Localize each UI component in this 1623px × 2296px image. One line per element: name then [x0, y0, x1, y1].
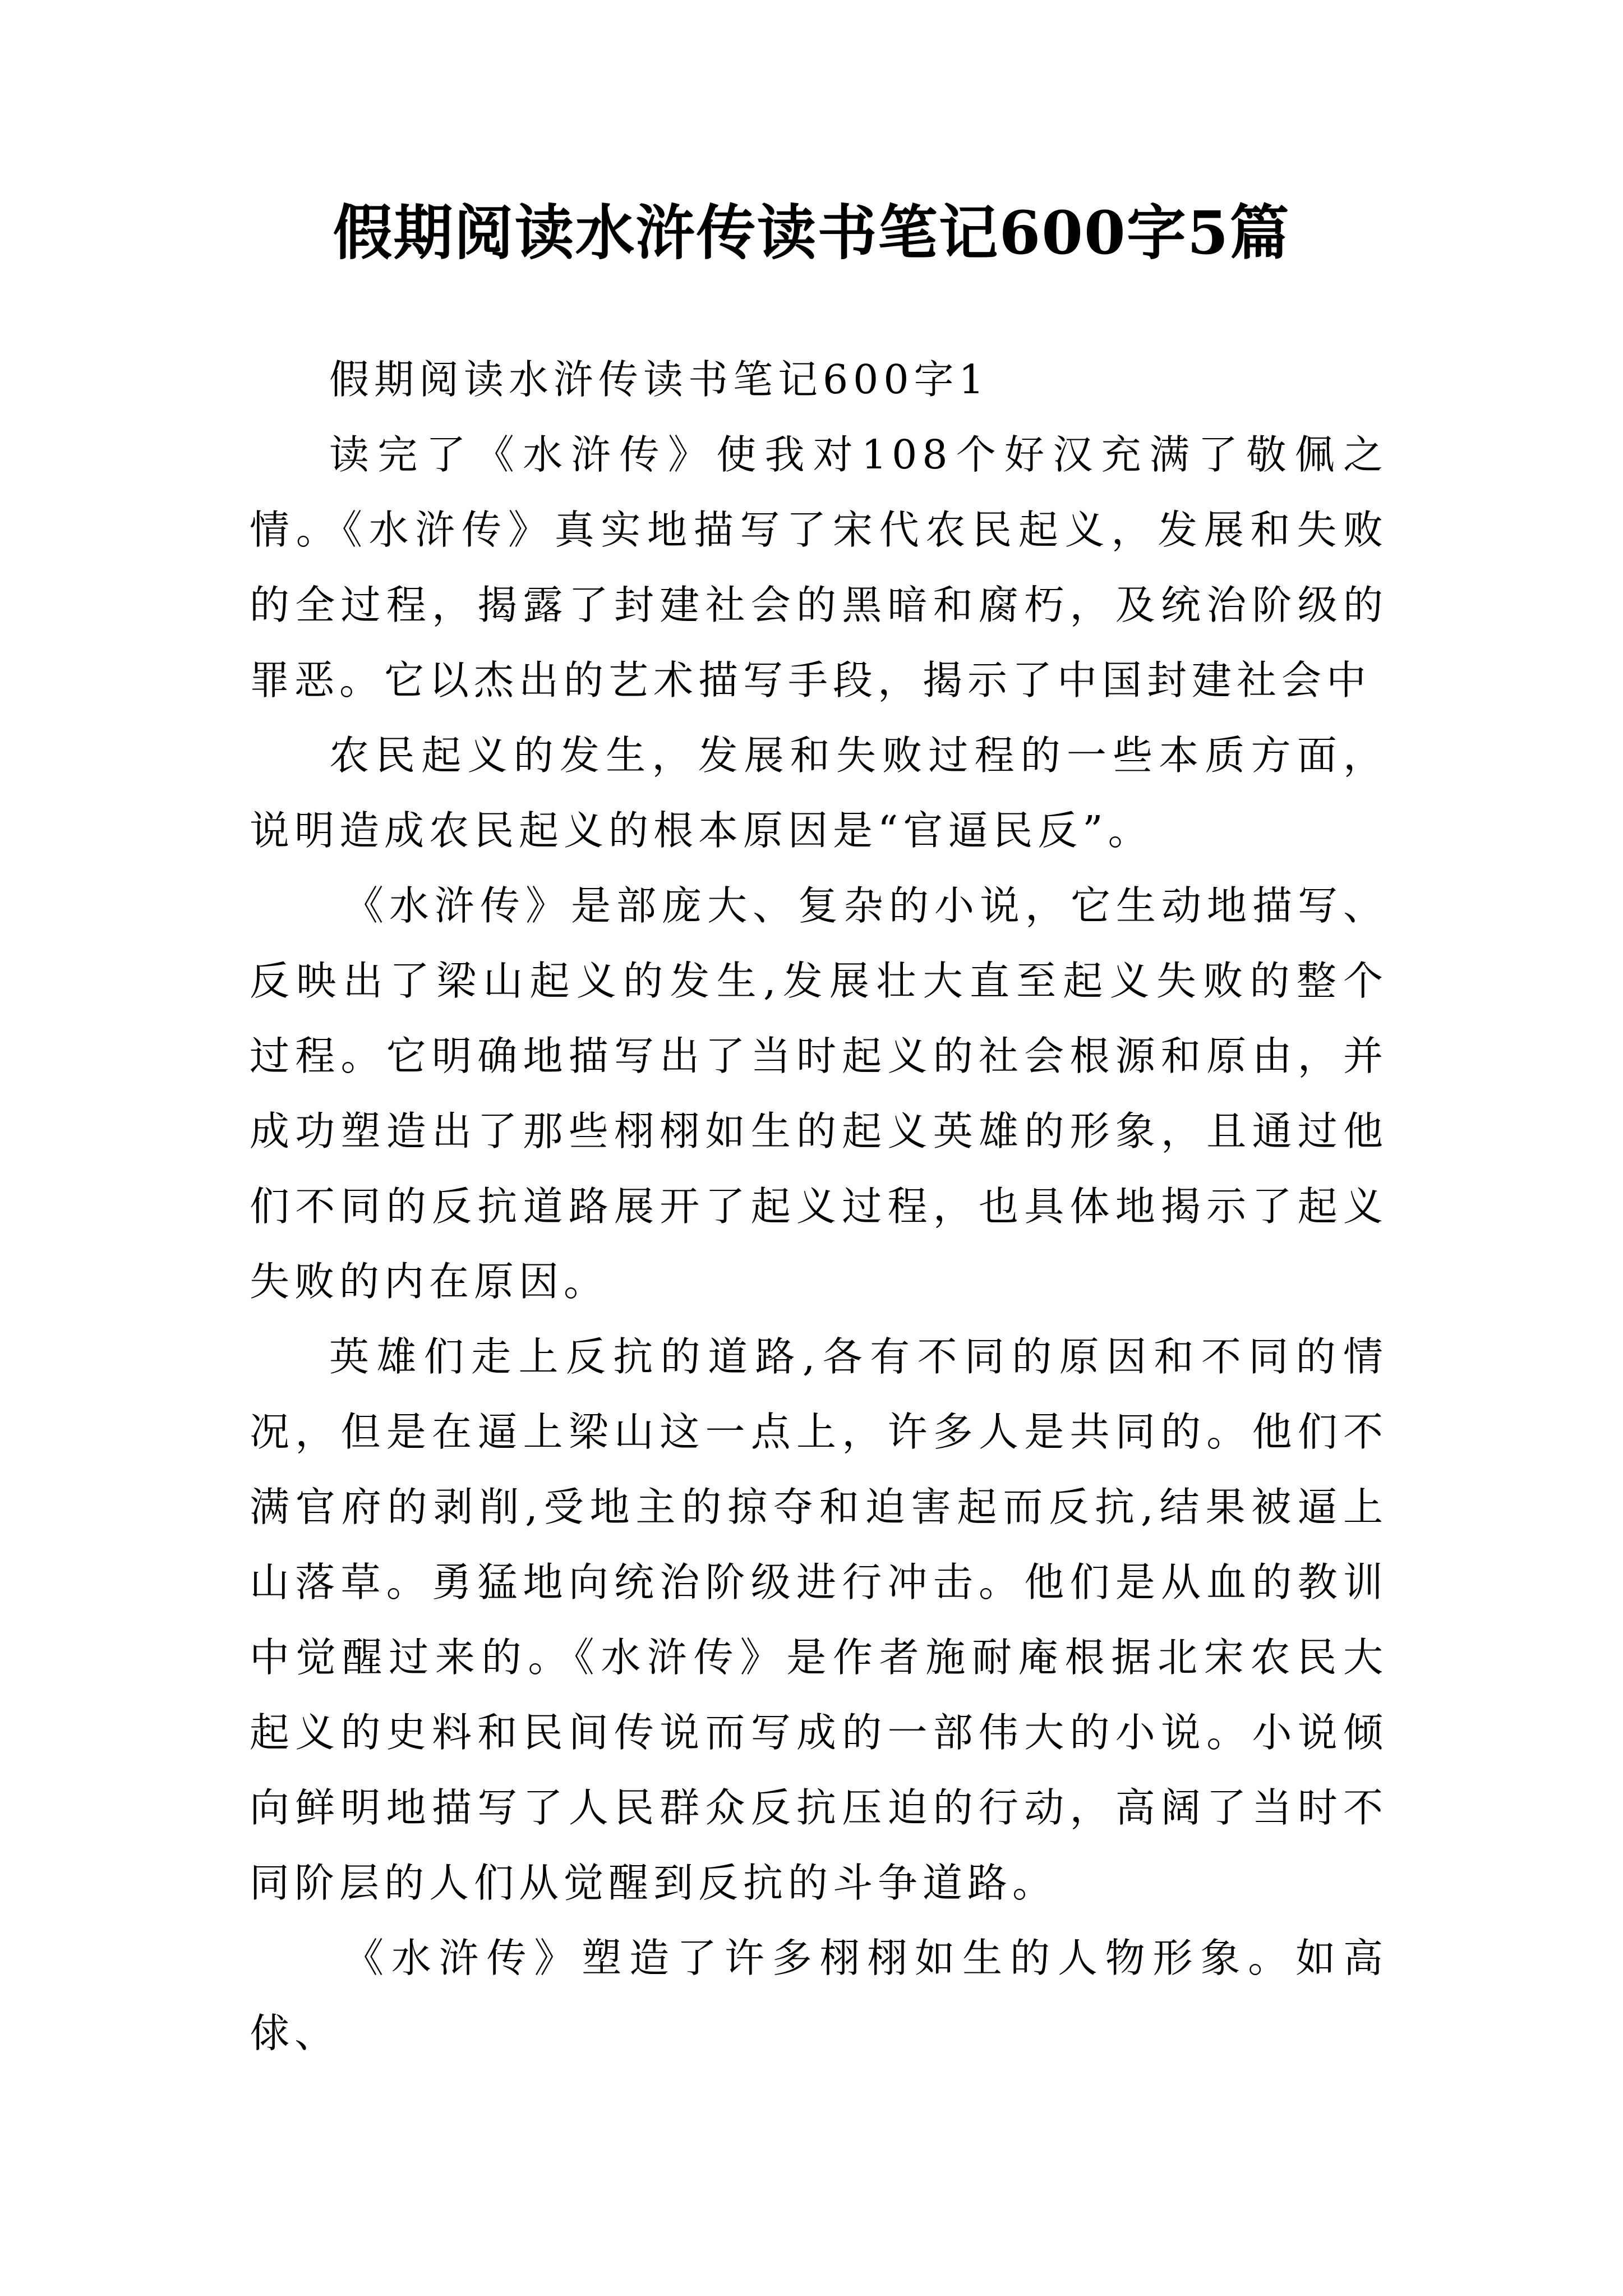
document-title: 假期阅读水浒传读书笔记600字5篇 [333, 197, 1290, 268]
paragraph: 《水浒传》是部庞大、复杂的小说，它生动地描写、反映出了梁山起义的发生,发展壮大直至起义失败的整个过程。它明确地描写出了当时起义的社会根源和原由，并成功塑造出了那些栩栩如生的起义英雄的形象，且通过他们不同的反抗道路展开了起义过程，也具体地揭示了起义失败的内在原因。 [250, 882, 1388, 1305]
document-body [250, 342, 1388, 2071]
paragraph: 《水浒传》塑造了许多栩栩如生的人物形象。如高俅、 [250, 1935, 1388, 2056]
paragraph: 英雄们走上反抗的道路,各有不同的原因和不同的情况，但是在逼上梁山这一点上，许多人是共同的。他们不满官府的剥削,受地主的掠夺和迫害起而反抗,结果被逼上山落草。勇猛地向统治阶级进行冲击。他们是从血的教训中觉醒过来的。《水浒传》是作者施耐庵根据北宋农民大起义的史料和民间传说而写成的一部伟大的小说。小说倾向鲜明地描写了人民群众反抗压迫的行动，高阔了当时不同阶层的人们从觉醒到反抗的斗争道路。 [250, 1333, 1388, 1906]
paragraph: 读完了《水浒传》使我对108个好汉充满了敬佩之情。《水浒传》真实地描写了宋代农民起义，发展和失败的全过程，揭露了封建社会的黑暗和腐朽，及统治阶级的罪恶。它以杰出的艺术描写手段，揭示了中国封建社会中 [250, 431, 1388, 703]
section-heading: 假期阅读水浒传读书笔记600字1 [329, 356, 989, 403]
paragraph: 农民起义的发生，发展和失败过程的一些本质方面，说明造成农民起义的根本原因是“官逼民反”。 [250, 732, 1388, 854]
